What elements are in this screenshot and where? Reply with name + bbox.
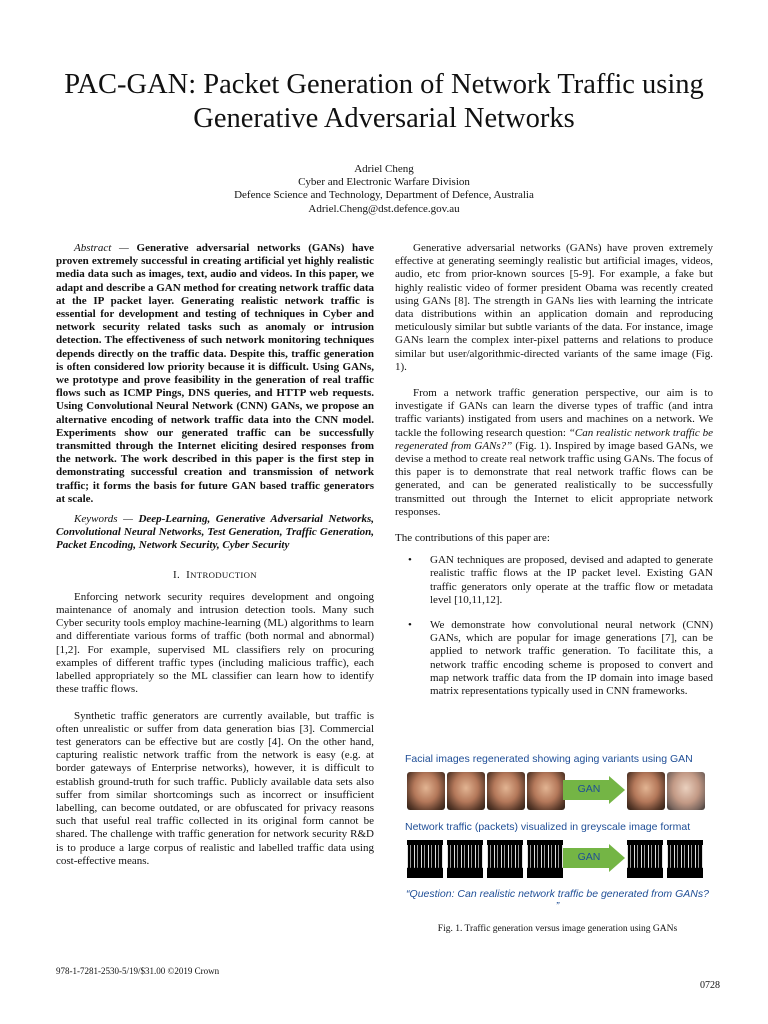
section-title-rest: NTRODUCTION: [190, 569, 257, 580]
page-number: 0728: [700, 980, 720, 991]
research-question: “Can realistic network traffic be regenerated from GANs?”: [395, 426, 713, 452]
packet-image: [447, 840, 483, 878]
packet-image: [487, 840, 523, 878]
author-block: [120, 163, 648, 216]
packet-image: [667, 840, 703, 878]
abstract-lead: Abstract —: [74, 242, 129, 254]
author-organization: Defence Science and Technology, Department of Defence, Australia: [234, 189, 534, 202]
figure-caption: Fig. 1. Traffic generation versus image generation using GANs: [437, 924, 678, 934]
keywords-lead: Keywords —: [74, 513, 133, 526]
author-name: Adriel Cheng: [354, 163, 414, 175]
gan-arrow: [563, 780, 623, 800]
section-number: I.: [173, 568, 181, 581]
contribution-text: We demonstrate how convolutional neural network (CNN) GANs, which are popular for image generations [7], can be applied to network traffic generation. To facilitate this, a network traffic encoding scheme is proposed to convert and map network traffic data from the IP domain into image based matrix representations typically used in CNN frameworks.: [430, 619, 713, 698]
right-paragraph-2: [395, 387, 713, 519]
figure-1: [405, 752, 710, 934]
right-column: [395, 242, 713, 710]
figure-top-caption: Facial images regenerated showing aging variants using GAN: [405, 753, 693, 765]
copyright-footer: 978-1-7281-2530-5/19/$31.00 ©2019 Crown: [56, 966, 220, 976]
right-paragraph-1: Generative adversarial networks (GANs) have proven extremely effective at generating seemingly realistic but artificial images, videos, audio, etc from prior-known sources [5-9]. For example, a fake but highly realistic video of former president Obama was recently created using GANs [8]. The strength in GANs lies with learning the intricate data distributions within an application domain and reproducing meticulously similar but subtle variants of the data. For instance, image GANs learn the complex inter-pixel patterns and relations to produce similar but user/algorithmic-directed variants of the same image (Fig. 1).: [395, 242, 713, 373]
face-image-aged: [667, 772, 705, 810]
gan-arrow-label: GAN: [577, 851, 601, 863]
list-item: [395, 619, 713, 698]
section-heading-introduction: [56, 569, 374, 582]
contribution-text: GAN techniques are proposed, devised and adapted to generate realistic traffic flows at the IP packet level. Existing GAN traffic generators only operate at the traffic flow or metadata level [10,11,12].: [430, 554, 713, 606]
face-image: [487, 772, 525, 810]
face-row: [405, 770, 710, 814]
author-division: Cyber and Electronic Warfare Division: [298, 176, 470, 189]
face-image: [407, 772, 445, 810]
face-image: [527, 772, 565, 810]
face-image: [447, 772, 485, 810]
paper-title: PAC-GAN: Packet Generation of Network Traffic using Generative Adversarial Networks: [64, 69, 704, 134]
contributions-intro: The contributions of this paper are:: [395, 532, 550, 545]
author-email: Adriel.Cheng@dst.defence.gov.au: [308, 202, 460, 215]
figure-mid-caption: Network traffic (packets) visualized in greyscale image format: [405, 821, 691, 833]
face-image: [627, 772, 665, 810]
abstract-text: Generative adversarial networks (GANs) have proven extremely successful in creating artificial yet highly realistic media data such as images, text, audio and videos. In this paper, we adapt and describe a GAN method for creating network traffic data at the IP packet layer. Generating realistic network traffic is essential for development and testing of techniques in Cyber and network security related tasks such as anomaly or intrusion detection. The effectiveness of such network monitoring techniques depends directly on the traffic data. Despite this, traffic generation is often considered low priority because it is difficult. Using GANs, we prototype and prove feasibility in the generation of real traffic flows such as ICMP Pings, DNS queries, and HTTP web requests. Using Convolutional Neural Network (CNN) GANs, we propose an alternative encoding of network traffic data into the CNN model. Experiments show our generated traffic can be successfully transmitted through the Internet eliciting desired responses from the network. The work described in this paper is the first step in demonstrating successful creation and transmission of network traffic; it forms the basis for future GAN based traffic generators at scale.: [56, 242, 374, 505]
gan-arrow: [563, 848, 623, 868]
section-title-initial: I: [186, 568, 191, 581]
gan-arrow-label: GAN: [577, 783, 601, 795]
contributions-list: [395, 554, 713, 698]
rp2-after: (Fig. 1). Inspired by image based GANs, we devise a method to create real network traffic using GANs. The focus of this paper is to demonstrate that real network traffic flows can be generated, and can be generated realistically to be successfully transmitted out through the Internet to elicit appropriate network responses.: [395, 439, 713, 518]
intro-paragraph-2: Synthetic traffic generators are currently available, but traffic is often unrealistic or suffer from data generation bias [3]. Commercial test generators can be effective but are costly [4]. On the other hand, capturing realistic network traffic from the network is easy (e.g. at border gateways of Enterprise networks), however, it is difficult to establish ground-truth for such traffic. Publicly available data sets also suffer from similar shortcomings such as incorrect or insufficient labelling, can become outdated, or are obfuscated for privacy reasons such that useful real traffic collected in its original form cannot be shared. The challenge with traffic generation for network security R&D is to produce a large corpus of realistic and labelled traffic data using cost-effective means.: [56, 709, 374, 867]
left-column: [56, 242, 374, 868]
list-item: [395, 554, 713, 607]
rp2-before: From a network traffic generation perspective, our aim is to investigate if GANs can learn the diverse types of traffic (and intra traffic variants) instigated from users and machines on a network. We tackle the following research question:: [395, 387, 713, 439]
abstract: [56, 242, 374, 506]
figure-question: “Question: Can realistic network traffic be generated from GANs? ”: [406, 888, 709, 912]
keywords-text: Deep-Learning, Generative Adversarial Networks, Convolutional Neural Networks, Test Generation, Traffic Generation, Packet Encoding, Network Security, Cyber Security: [56, 513, 374, 552]
keywords: [56, 513, 374, 553]
packet-row: [405, 838, 710, 882]
bullet-glyph: •: [408, 554, 412, 567]
intro-paragraph-1: Enforcing network security requires development and ongoing maintenance of anomaly and intrusion detection tools. Many such Cyber security tools employ machine-learning (ML) algorithms to learn and differentiate various forms of traffic (both normal and abnormal) [1,2]. For example, supervised ML classifiers rely on procuring examples of different traffic types (including malicious traffic), each labelled appropriately so the ML classifier can learn how to identify these traffic flows.: [56, 590, 374, 696]
bullet-glyph: •: [408, 619, 412, 632]
packet-image: [407, 840, 443, 878]
packet-image: [627, 840, 663, 878]
packet-image: [527, 840, 563, 878]
